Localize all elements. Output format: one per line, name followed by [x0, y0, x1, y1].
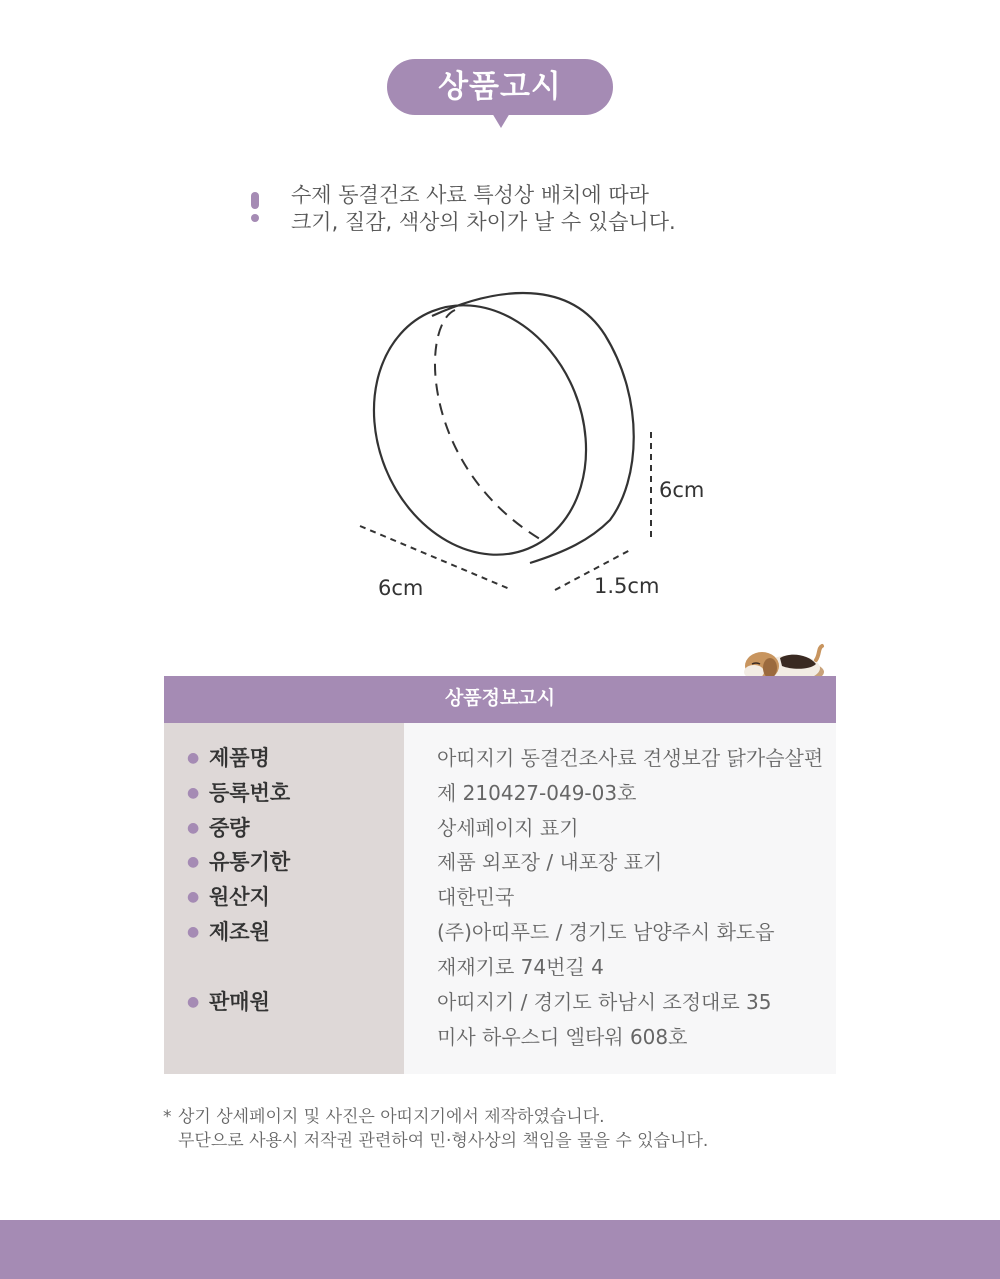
row-label: 원산지: [209, 885, 270, 909]
exclamation-icon: [249, 192, 261, 224]
width-label: 6cm: [378, 576, 424, 600]
row-value: 제 210427-049-03호: [437, 781, 637, 805]
row-value-continued: 재재기로 74번길 4: [437, 955, 604, 979]
row-label: 중량: [209, 816, 250, 840]
footnote-line-2: 무단으로 사용시 저작권 관련하여 민·형사상의 책임을 물을 수 있습니다.: [178, 1131, 709, 1151]
row-value-continued: 미사 하우스디 엘타워 608호: [437, 1025, 688, 1049]
bullet-icon: ●: [187, 889, 200, 905]
asterisk: *: [163, 1107, 172, 1127]
info-table-title: 상품정보고시: [164, 676, 836, 723]
row-value: 제품 외포장 / 내포장 표기: [437, 850, 663, 874]
bullet-icon: ●: [187, 750, 200, 766]
row-value: 아띠지기 동결건조사료 견생보감 닭가슴살편: [437, 746, 824, 770]
bullet-icon: ●: [187, 785, 200, 801]
bullet-icon: ●: [187, 924, 200, 940]
size-diagram: [340, 280, 720, 620]
bullet-icon: ●: [187, 994, 200, 1010]
row-value: (주)아띠푸드 / 경기도 남양주시 화도읍: [437, 920, 775, 944]
footnote-line-1: 상기 상세페이지 및 사진은 아띠지기에서 제작하였습니다.: [178, 1107, 605, 1127]
notice-line-2: 크기, 질감, 색상의 차이가 날 수 있습니다.: [291, 210, 676, 234]
row-label: 제조원: [209, 920, 270, 944]
row-value: 아띠지기 / 경기도 하남시 조정대로 35: [437, 990, 772, 1014]
section-title-badge: 상품고시: [387, 59, 613, 115]
row-value: 상세페이지 표기: [437, 816, 579, 840]
bullet-icon: ●: [187, 820, 200, 836]
bullet-icon: ●: [187, 854, 200, 870]
row-label: 등록번호: [209, 781, 291, 805]
notice-text: [291, 182, 676, 236]
badge-pointer: [492, 113, 510, 128]
depth-label: 1.5cm: [594, 574, 660, 598]
row-label: 유통기한: [209, 850, 291, 874]
notice-line-1: 수제 동결건조 사료 특성상 배치에 따라: [291, 183, 649, 207]
row-label: 제품명: [209, 746, 270, 770]
height-label: 6cm: [659, 478, 705, 502]
disc-back-edge: [435, 310, 545, 542]
row-label: 판매원: [209, 990, 270, 1014]
row-value: 대한민국: [437, 885, 515, 909]
disc-front-face: [340, 280, 623, 587]
info-table: [164, 723, 836, 1074]
footer-bar: [0, 1220, 1000, 1279]
